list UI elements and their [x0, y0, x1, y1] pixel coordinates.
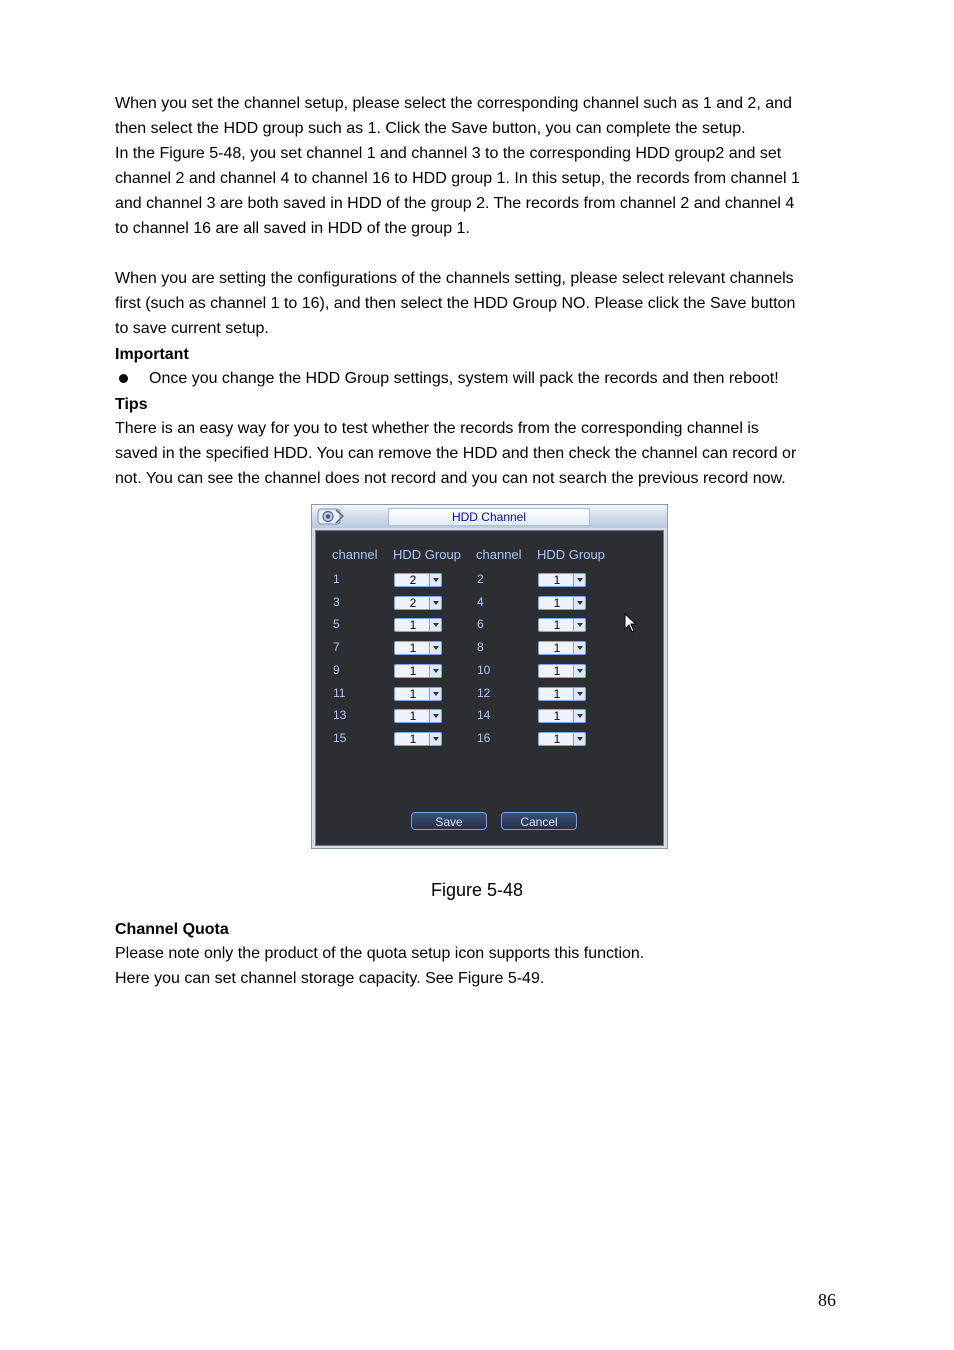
figure-caption: Figure 5-48 — [430, 880, 524, 900]
hdd-group-select-right[interactable] — [538, 618, 586, 632]
hdd-group-value: 2 — [409, 596, 417, 610]
hdd-group-select-left[interactable] — [394, 709, 442, 723]
channel-quota-line1: Please note only the product of the quota setup icon supports this function. — [115, 945, 645, 962]
channel-number-left: 9 — [333, 663, 340, 677]
page-number: 86 — [818, 1290, 836, 1310]
channel-number-left: 13 — [333, 708, 347, 722]
chevron-down-icon[interactable] — [573, 597, 585, 609]
hdd-group-value: 1 — [553, 732, 561, 746]
hdd-group-value: 1 — [553, 596, 561, 610]
chevron-down-icon[interactable] — [429, 688, 441, 700]
hdd-group-value: 1 — [409, 664, 417, 678]
dialog-title: HDD Channel — [388, 508, 590, 526]
channel-quota-heading: Channel Quota — [115, 921, 229, 938]
chevron-down-icon[interactable] — [429, 574, 441, 586]
important-heading: Important — [115, 346, 189, 363]
save-button[interactable]: Save — [411, 812, 487, 830]
hdd-group-select-right[interactable] — [538, 709, 586, 723]
dialog-titlebar — [312, 505, 667, 528]
channel-number-right: 2 — [477, 572, 484, 586]
channel-number-right: 14 — [477, 708, 491, 722]
hdd-group-select-right[interactable] — [538, 573, 586, 587]
p2-line2: channel 2 and channel 4 to channel 16 to HDD group 1. In this setup, the records from channel 1 — [115, 170, 800, 187]
chevron-down-icon[interactable] — [429, 710, 441, 722]
channel-number-left: 3 — [333, 595, 340, 609]
hdd-group-select-right[interactable] — [538, 664, 586, 678]
chevron-down-icon[interactable] — [573, 665, 585, 677]
col-header-channel-left: channel — [332, 547, 378, 562]
chevron-down-icon[interactable] — [573, 710, 585, 722]
hdd-group-value: 1 — [553, 618, 561, 632]
tips-line2: saved in the specified HDD. You can remove the HDD and then check the channel can record or — [115, 445, 797, 462]
channel-number-right: 4 — [477, 595, 484, 609]
hdd-group-select-right[interactable] — [538, 732, 586, 746]
cancel-button[interactable]: Cancel — [501, 812, 577, 830]
channel-number-right: 6 — [477, 617, 484, 631]
p1-line1: When you set the channel setup, please select the corresponding channel such as 1 and 2, and — [115, 95, 792, 112]
hdd-channel-dialog — [311, 504, 668, 849]
channel-number-right: 12 — [477, 686, 491, 700]
hdd-group-value: 2 — [409, 573, 417, 587]
chevron-down-icon[interactable] — [429, 733, 441, 745]
hdd-group-value: 1 — [409, 687, 417, 701]
p2-line1: In the Figure 5-48, you set channel 1 and channel 3 to the corresponding HDD group2 and set — [115, 145, 782, 162]
hdd-group-select-left[interactable] — [394, 573, 442, 587]
chevron-down-icon[interactable] — [573, 619, 585, 631]
chevron-down-icon[interactable] — [429, 597, 441, 609]
hdd-group-select-left[interactable] — [394, 596, 442, 610]
chevron-down-icon[interactable] — [429, 665, 441, 677]
hdd-group-value: 1 — [553, 641, 561, 655]
hdd-group-value: 1 — [553, 573, 561, 587]
hdd-group-select-left[interactable] — [394, 732, 442, 746]
tips-line3: not. You can see the channel does not record and you can not search the previous record now. — [115, 470, 786, 487]
chevron-down-icon[interactable] — [573, 642, 585, 654]
chevron-down-icon[interactable] — [573, 733, 585, 745]
p3-line1: When you are setting the configurations of the channels setting, please select relevant channels — [115, 270, 794, 287]
tips-line1: There is an easy way for you to test whether the records from the corresponding channel is — [115, 420, 759, 437]
important-bullet-text: Once you change the HDD Group settings, system will pack the records and then reboot! — [149, 370, 779, 387]
hdd-group-value: 1 — [553, 687, 561, 701]
channel-number-left: 11 — [333, 686, 346, 700]
p2-line4: to channel 16 are all saved in HDD of the group 1. — [115, 220, 470, 237]
hdd-group-value: 1 — [553, 709, 561, 723]
p2-line3: and channel 3 are both saved in HDD of the group 2. The records from channel 2 and channel 4 — [115, 195, 795, 212]
bullet-dot-icon — [119, 374, 128, 383]
p1-line2: then select the HDD group such as 1. Click the Save button, you can complete the setup. — [115, 120, 746, 137]
channel-quota-line2: Here you can set channel storage capacity. See Figure 5-49. — [115, 970, 545, 987]
channel-number-left: 1 — [333, 572, 340, 586]
channel-number-left: 7 — [333, 640, 340, 654]
hdd-group-value: 1 — [409, 641, 417, 655]
col-header-hdd-group-right: HDD Group — [537, 547, 605, 562]
hdd-group-select-left[interactable] — [394, 664, 442, 678]
hdd-group-value: 1 — [409, 732, 417, 746]
p3-line2: first (such as channel 1 to 16), and then select the HDD Group NO. Please click the Save button — [115, 295, 796, 312]
col-header-hdd-group-left: HDD Group — [393, 547, 461, 562]
channel-number-right: 10 — [477, 663, 491, 677]
channel-number-right: 16 — [477, 731, 491, 745]
dvr-logo-icon — [316, 506, 346, 527]
hdd-group-select-left[interactable] — [394, 618, 442, 632]
hdd-group-select-right[interactable] — [538, 687, 586, 701]
channel-number-right: 8 — [477, 640, 484, 654]
hdd-group-select-left[interactable] — [394, 687, 442, 701]
hdd-group-select-left[interactable] — [394, 641, 442, 655]
chevron-down-icon[interactable] — [429, 642, 441, 654]
hdd-group-select-right[interactable] — [538, 641, 586, 655]
dialog-panel — [315, 530, 664, 846]
channel-number-left: 15 — [333, 731, 347, 745]
tips-heading: Tips — [115, 396, 148, 413]
chevron-down-icon[interactable] — [429, 619, 441, 631]
channel-number-left: 5 — [333, 617, 340, 631]
hdd-group-value: 1 — [409, 709, 417, 723]
chevron-down-icon[interactable] — [573, 688, 585, 700]
col-header-channel-right: channel — [476, 547, 522, 562]
hdd-group-value: 1 — [553, 664, 561, 678]
p3-line3: to save current setup. — [115, 320, 269, 337]
chevron-down-icon[interactable] — [573, 574, 585, 586]
mouse-cursor-icon — [624, 613, 638, 633]
hdd-group-value: 1 — [409, 618, 417, 632]
hdd-group-select-right[interactable] — [538, 596, 586, 610]
